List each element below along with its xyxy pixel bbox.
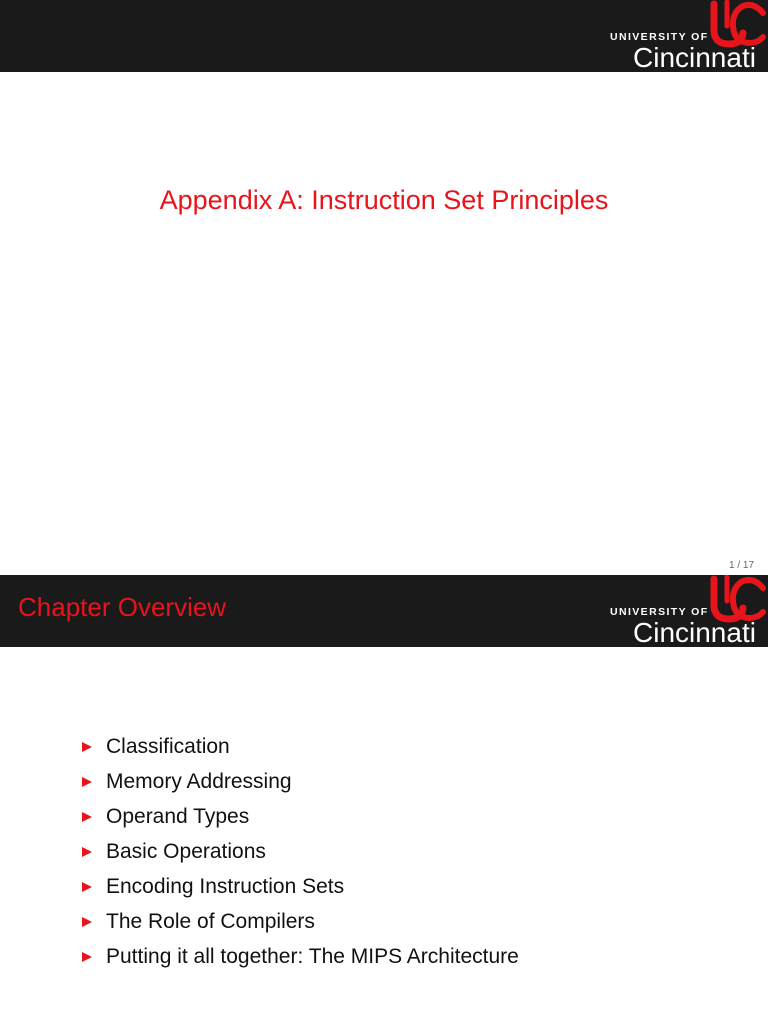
- university-logo: [606, 0, 768, 72]
- header-bar: [0, 575, 768, 647]
- uc-monogram-icon: [702, 0, 768, 48]
- overview-slide: [0, 575, 768, 1024]
- frame-title: Chapter Overview: [18, 592, 227, 622]
- logo-city-text: Cincinnati: [633, 617, 756, 648]
- triangle-bullet-icon: [82, 917, 92, 927]
- list-item-text: Encoding Instruction Sets: [106, 875, 345, 898]
- university-logo: [606, 575, 768, 647]
- logo-city-text: Cincinnati: [633, 42, 756, 73]
- uc-monogram-icon: [702, 575, 768, 623]
- triangle-bullet-icon: [82, 882, 92, 892]
- triangle-bullet-icon: [82, 742, 92, 752]
- page-number: 1 / 17: [729, 560, 755, 571]
- list-item-text: Basic Operations: [106, 840, 266, 863]
- header-bar: [0, 0, 768, 72]
- logo-university-text: UNIVERSITY OF: [610, 606, 709, 618]
- logo-university-text: UNIVERSITY OF: [610, 31, 709, 43]
- list-item-text: Memory Addressing: [106, 770, 292, 793]
- list-item-text: Classification: [106, 735, 230, 758]
- triangle-bullet-icon: [82, 812, 92, 822]
- triangle-bullet-icon: [82, 777, 92, 787]
- triangle-bullet-icon: [82, 847, 92, 857]
- triangle-bullet-icon: [82, 952, 92, 962]
- presentation-title: Appendix A: Instruction Set Principles: [159, 185, 609, 215]
- list-item-text: The Role of Compilers: [106, 910, 315, 933]
- list-item-text: Operand Types: [106, 805, 250, 828]
- list-item-text: Putting it all together: The MIPS Architecture: [106, 945, 519, 968]
